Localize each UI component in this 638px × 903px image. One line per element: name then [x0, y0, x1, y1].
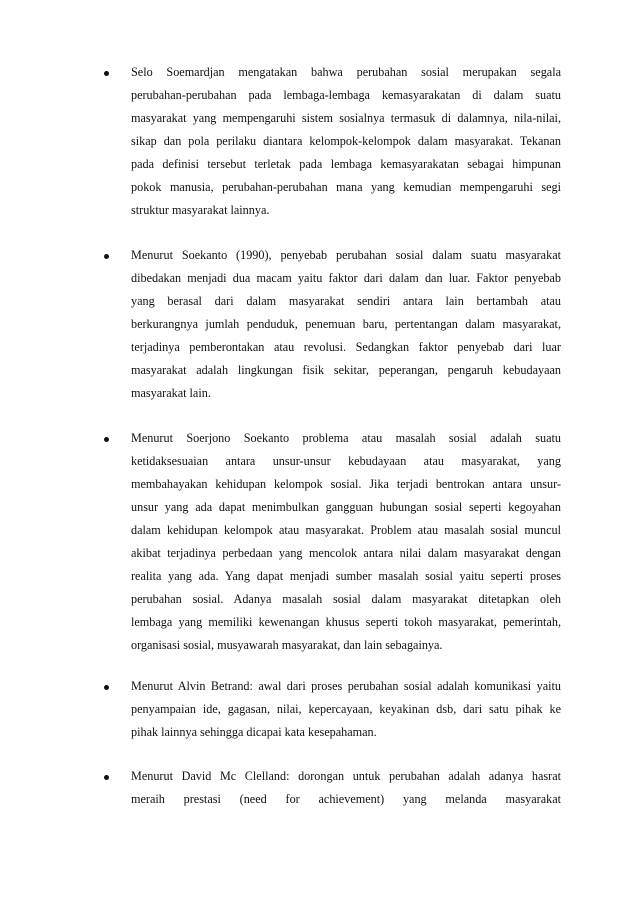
text-line: dibedakan menjadi dua macam yaitu faktor dari dalam dan luar. Faktor penyebab [131, 271, 561, 285]
text-line: yang berasal dari dalam masyarakat sendiri antara lain bertambah atau [131, 294, 561, 308]
text-line: pada definisi tersebut terletak pada lembaga kemasyarakatan sebagai himpunan [131, 157, 561, 171]
text-line: perubahan sosial. Adanya masalah sosial dalam masyarakat ditetapkan oleh [131, 592, 561, 606]
text-line: Menurut Soekanto (1990), penyebab perubahan sosial dalam suatu masyarakat [131, 248, 561, 262]
text-line: realita yang ada. Yang dapat menjadi sumber masalah sosial yaitu seperti proses [131, 569, 561, 583]
text-line: masyarakat adalah lingkungan fisik sekitar, peperangan, pengaruh kebudayaan [131, 363, 561, 377]
text-line: struktur masyarakat lainnya. [131, 203, 270, 217]
text-line: Menurut Alvin Betrand: awal dari proses perubahan sosial adalah komunikasi yaitu [131, 679, 561, 693]
text-line: masyarakat lain. [131, 386, 211, 400]
text-line: masyarakat yang mempengaruhi sistem sosialnya termasuk di dalamnya, nila-nilai, [131, 111, 561, 125]
text-line: pokok manusia, perubahan-perubahan mana yang kemudian mempengaruhi segi [131, 180, 561, 194]
text-line: Menurut Soerjono Soekanto problema atau masalah sosial adalah suatu [131, 431, 561, 445]
text-line: penyampaian ide, gagasan, nilai, kepercayaan, keyakinan dsb, dari satu pihak ke [131, 702, 561, 716]
text-line: perubahan-perubahan pada lembaga-lembaga kemasyarakatan di dalam suatu [131, 88, 561, 102]
text-line: dalam kehidupan kelompok atau masyarakat. Problem atau masalah sosial muncul [131, 523, 561, 537]
bullet-icon [104, 71, 109, 76]
text-line: terjadinya pemberontakan atau revolusi. Sedangkan faktor penyebab dari luar [131, 340, 561, 354]
text-line: akibat terjadinya perbedaan yang mencolok antara nilai dalam masyarakat dengan [131, 546, 561, 560]
text-line: sikap dan pola perilaku diantara kelompok-kelompok dalam masyarakat. Tekanan [131, 134, 561, 148]
text-line: membahayakan kehidupan kelompok sosial. Jika terjadi bentrokan antara unsur- [131, 477, 561, 491]
text-line: Menurut David Mc Clelland: dorongan untuk perubahan adalah adanya hasrat [131, 769, 561, 783]
text-line: unsur yang ada dapat menimbulkan gangguan hubungan sosial seperti kegoyahan [131, 500, 561, 514]
text-line: pihak lainnya sehingga dicapai kata kesepahaman. [131, 725, 377, 739]
bullet-icon [104, 775, 109, 780]
text-line: berkurangnya jumlah penduduk, penemuan baru, pertentangan dalam masyarakat, [131, 317, 561, 331]
text-line: Selo Soemardjan mengatakan bahwa perubahan sosial merupakan segala [131, 65, 561, 79]
bullet-icon [104, 685, 109, 690]
text-line: lembaga yang memiliki kewenangan khusus seperti tokoh masyarakat, pemerintah, [131, 615, 561, 629]
text-line: ketidaksesuaian antara unsur-unsur kebudayaan atau masyarakat, yang [131, 454, 561, 468]
bullet-icon [104, 254, 109, 259]
text-line: meraih prestasi (need for achievement) yang melanda masyarakat [131, 792, 561, 806]
text-line: organisasi sosial, musyawarah masyarakat, dan lain sebagainya. [131, 638, 443, 652]
bullet-icon [104, 437, 109, 442]
